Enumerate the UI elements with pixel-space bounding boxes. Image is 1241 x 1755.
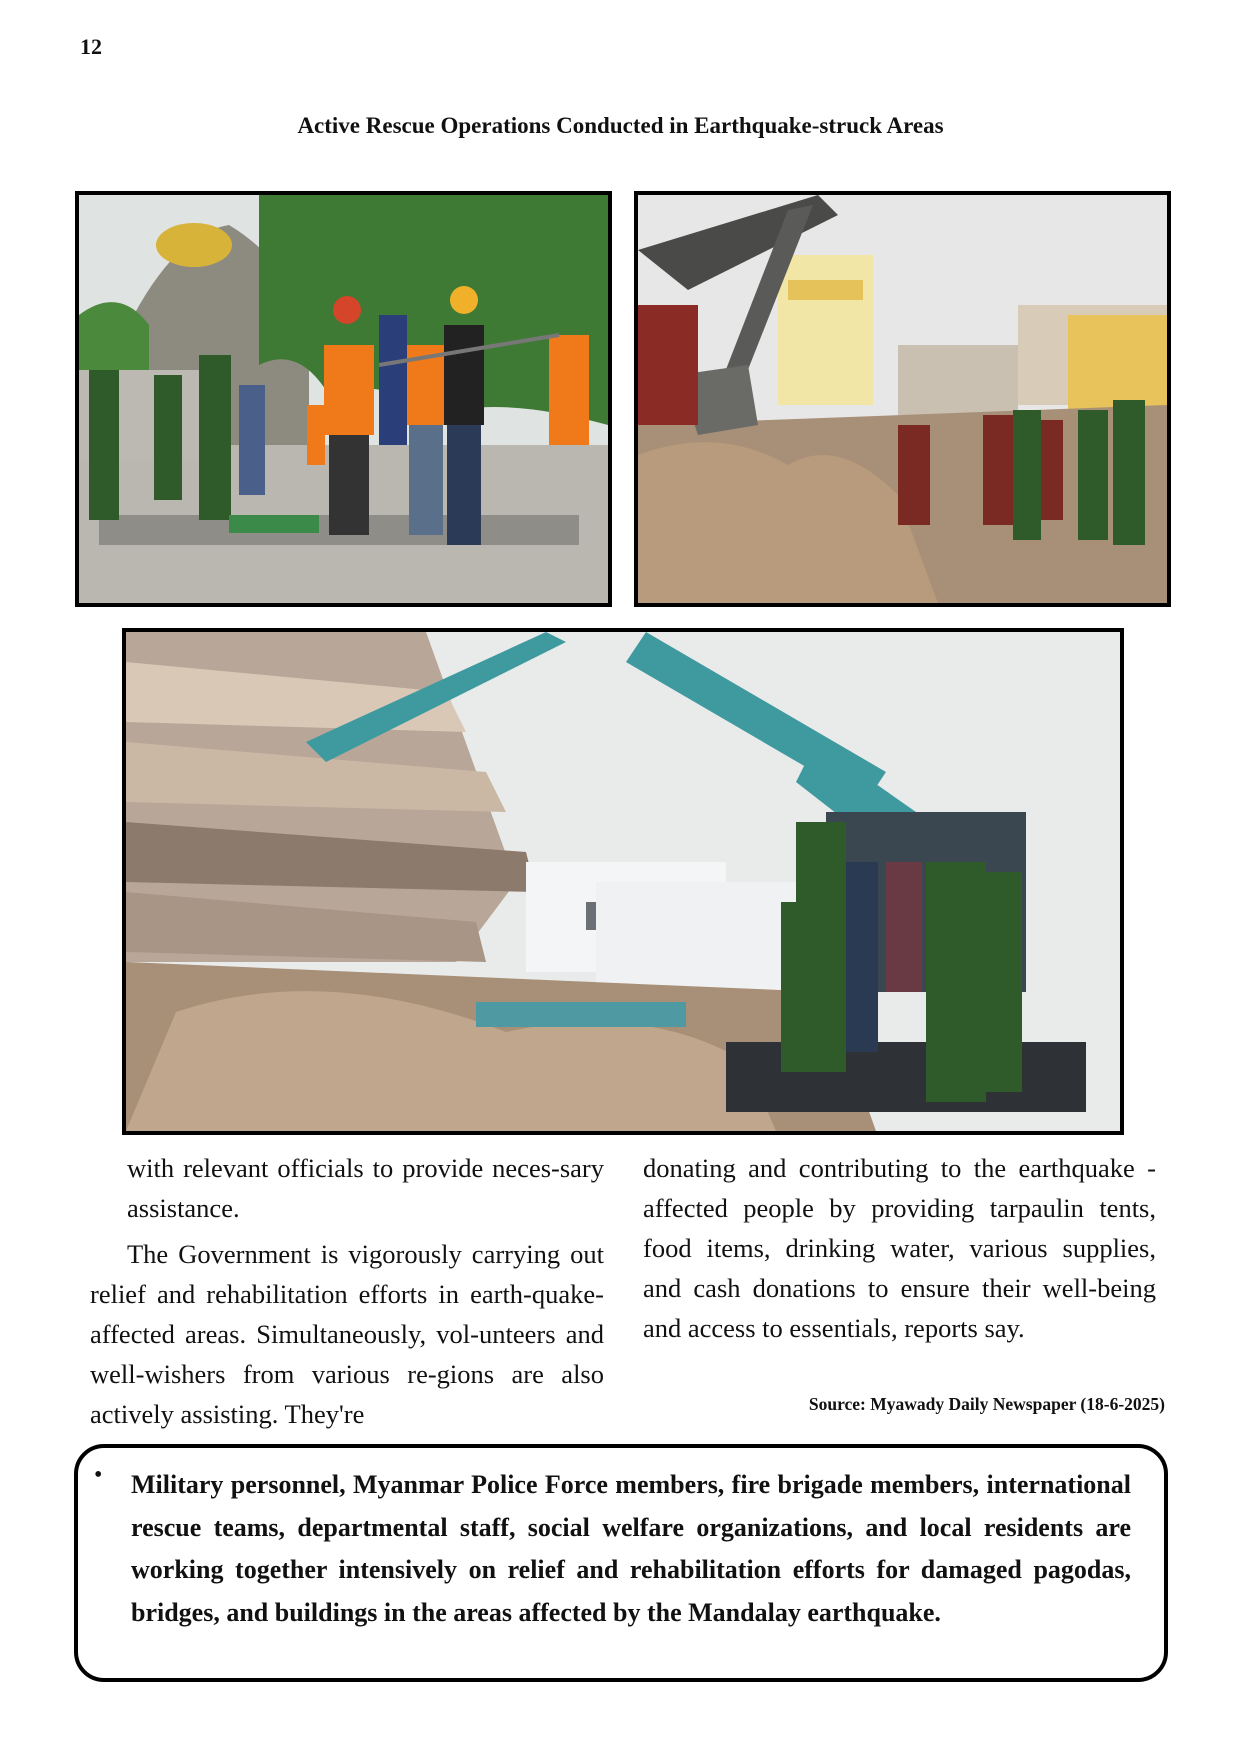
article-paragraph-government: The Government is vigorously carrying out relief and rehabilitation efforts in earth-quake-affected areas. Simultaneously, vol-unteers and well-wishers from various re-gions are also actively assisting. They're	[90, 1239, 604, 1429]
photo-rescue-team	[75, 191, 612, 607]
photo-excavator-rubble	[634, 191, 1171, 607]
page-title: Active Rescue Operations Conducted in Earthquake-struck Areas	[297, 113, 944, 138]
page-number: 12	[80, 34, 102, 59]
article-right-column	[643, 1148, 1156, 1348]
photo-collapsed-building-inspection	[122, 628, 1124, 1135]
article-continuation: with relevant officials to provide neces-sary assistance.	[127, 1153, 604, 1223]
article-paragraph-donations: donating and contributing to the earthquake -affected people by providing tarpaulin tents, food items, drinking water, various supplies, and cash donations to ensure their well-being and access to essentials, reports say.	[643, 1153, 1156, 1343]
article-left-column	[90, 1148, 604, 1434]
bullet-icon: •	[94, 1462, 103, 1488]
highlight-text: Military personnel, Myanmar Police Force members, fire brigade members, international rescue teams, departmental staff, social welfare organizations, and local residents are working together intensively on relief and rehabilitation efforts for damaged pagodas, bridges, and buildings in the areas affected by the Mandalay earthquake.	[131, 1470, 1131, 1627]
highlight-box	[74, 1444, 1168, 1682]
photo-collapsed-building-image	[126, 632, 1120, 1131]
photo-excavator-rubble-image	[638, 195, 1167, 603]
article-source: Source: Myawady Daily Newspaper (18-6-2025)	[808, 1394, 1165, 1414]
photo-rescue-team-image	[79, 195, 608, 603]
